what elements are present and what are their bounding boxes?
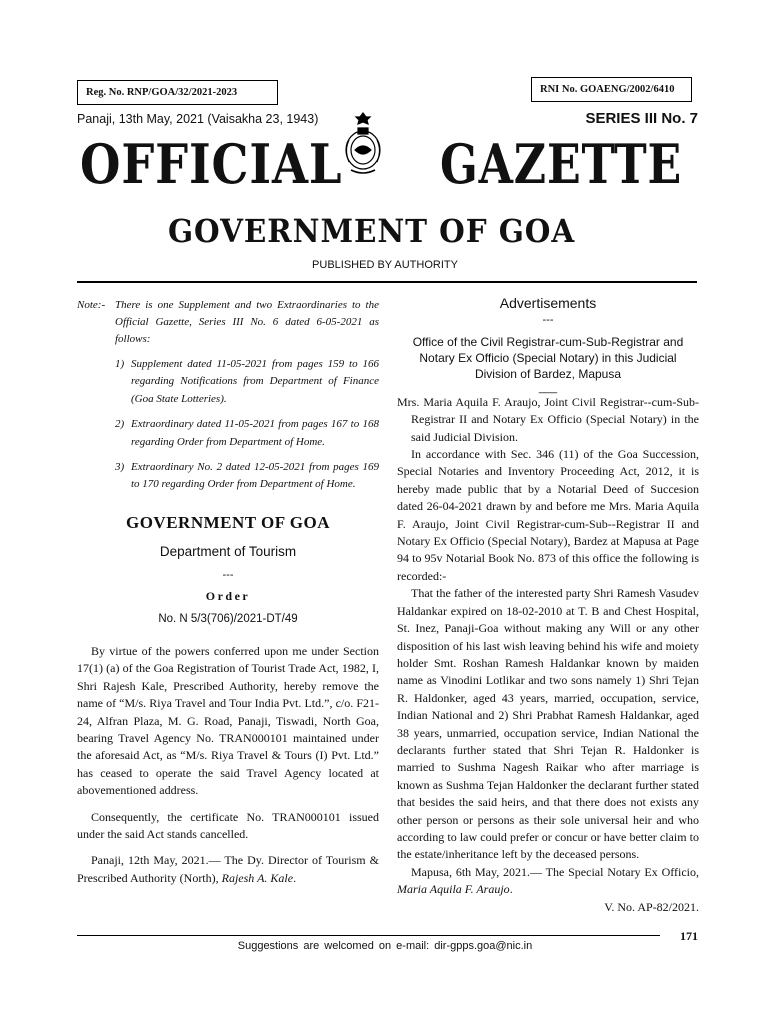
advert-paragraph: Mrs. Maria Aquila F. Araujo, Joint Civil Registrar--cum-Sub-Registrar II and Notary Ex Officio (Special Notary) in the said Judicial Division. (397, 394, 699, 444)
signature-end: . (509, 882, 513, 897)
state-emblem-icon (341, 110, 385, 178)
note-item-number: 2) (115, 418, 125, 431)
note-item (77, 416, 379, 451)
signatory-name: Rajesh A. Kale (221, 870, 294, 885)
note-item-text: Extraordinary dated 11-05-2021 from pages 167 to 168 regarding Order from Department of Home. (131, 418, 379, 448)
masthead-gazette: GAZETTE (440, 132, 683, 196)
advert-paragraph: That the father of the interested party Shri Ramesh Vasudev Haldankar expired on 18-02-2010 at T. B and Chest Hospital, St. Inez, Panaji-Goa without making any Will or any other disposition of his last wish leaving behind his wife and moiety holder Smt. Roshan Ramesh Haldankar known by maiden name as Vinodini Lotlikar and two sons namely 1) Shri Tejan R. Haldonker, aged 43 years, married, occupation, service, Indian National and 2) Shri Prabhat Ramesh Haldankar, aged 38 years, unmarried, occupation service, Indian National the declarants further stated that Shri Tejan R. Haldonker is married to Sushma Nagesh Raikar who after marriage is known as Sushma Tejan Haldonker the declarant further stated that besides the said heirs, and that there does not exists any other person or persons as their sole universal heir and who according to law could prefer or concur or have better claim to the estate/inheritance left by the deceased persons. (397, 586, 699, 862)
signatory-name: Maria Aquila F. Araujo (397, 882, 510, 897)
suggestion-footer: Suggestions are welcomed on e-mail: dir-gpps.goa@nic.in (237, 940, 533, 952)
note-item-number: 1) (115, 358, 125, 370)
note-item-text: Extraordinary No. 2 dated 12-05-2021 from pages 169 to 170 regarding Order from Department of Home. (131, 461, 379, 491)
signature-text: Panaji, 12th May, 2021.— The Dy. Director of Tourism & Prescribed Authority (North), (77, 853, 379, 885)
order-paragraph: Consequently, the certificate No. TRAN000101 issued under the said Act stands cancelled. (77, 809, 379, 841)
right-column (397, 297, 699, 916)
registration-number: Reg. No. RNP/GOA/32/2021-2023 (77, 80, 278, 105)
signature-end: . (293, 870, 297, 885)
office-heading: Office of the Civil Registrar-cum-Sub-Registrar and Notary Ex Officio (Special Notary) in this Judicial Division of Bardez, Mapusa (412, 334, 684, 381)
note-intro: There is one Supplement and two Extraordinaries to the Official Gazette, Series III No. 6 dated 6-05-2021 as follows: (115, 299, 379, 345)
order-number: No. N 5/3(706)/2021-DT/49 (158, 613, 298, 626)
masthead-official: OFFICIAL (80, 132, 343, 196)
advertisements-heading: Advertisements (499, 295, 597, 311)
note-item (77, 459, 379, 494)
separator: --- (542, 314, 554, 327)
rni-number: RNI No. GOAENG/2002/6410 (531, 77, 692, 102)
note-label: Note:- (77, 299, 106, 311)
separator: ___ (538, 381, 558, 394)
footer-rule (77, 935, 660, 936)
note-item-text: Supplement dated 11-05-2021 from pages 159 to 166 regarding Notifications from Department of Finance (Goa State Lotteries). (131, 358, 379, 405)
order-title: Order (205, 589, 251, 604)
order-signature-paragraph (77, 852, 379, 887)
advert-paragraph: In accordance with Sec. 346 (11) of the Goa Succession, Special Notaries and Inventory Proceeding Act, 2012, it is hereby made public that by a Notarial Deed of Succesion dated 26-04-2021 drawn by and before me Mrs. Maria Aquila F. Araujo, Joint Civil Registrar-cum-Sub--Registrar II and Notary Ex Officio (Special Notary), Bardez at Mapusa at Page 94 to 95v Notarial Book No. 873 of this office the following is recorded:- (397, 447, 699, 583)
voucher-number: V. No. AP-82/2021. (604, 899, 699, 914)
left-column (77, 297, 379, 887)
header-rule (77, 281, 697, 283)
note-item (77, 356, 379, 408)
page-number: 171 (680, 929, 698, 943)
department-name: Department of Tourism (159, 544, 297, 560)
published-by-authority: PUBLISHED BY AUTHORITY (312, 259, 458, 271)
issue-dateline: Panaji, 13th May, 2021 (Vaisakha 23, 1943) (77, 112, 319, 126)
advert-signature-paragraph (397, 864, 699, 899)
note-item-number: 3) (115, 461, 125, 474)
order-paragraph: By virtue of the powers conferred upon me under Section 17(1) (a) of the Goa Registration of Tourist Trade Act, 1982, I, Shri Rajesh Kale, Prescribed Authority, hereby remove the name of “M/s. Riya Travel and Tour India Pvt. Ltd.”, c/o. F21-24, Alfran Plaza, M. G. Road, Panaji, Tiswadi, North Goa, bearing Travel Agency No. TRAN000101 maintained under the aforesaid Act, as “M/s. Riya Travel & Tours (I) Pvt. Ltd.” has ceased to operate the said Travel Agency located at abovementioned address. (77, 643, 379, 798)
separator: --- (222, 568, 234, 581)
note-block (77, 297, 379, 348)
series-number: SERIES III No. 7 (585, 110, 698, 127)
section-heading: GOVERNMENT OF GOA (125, 512, 330, 532)
masthead-government: GOVERNMENT OF GOA (168, 212, 576, 250)
signature-text: Mapusa, 6th May, 2021.— The Special Notary Ex Officio, (411, 864, 699, 879)
